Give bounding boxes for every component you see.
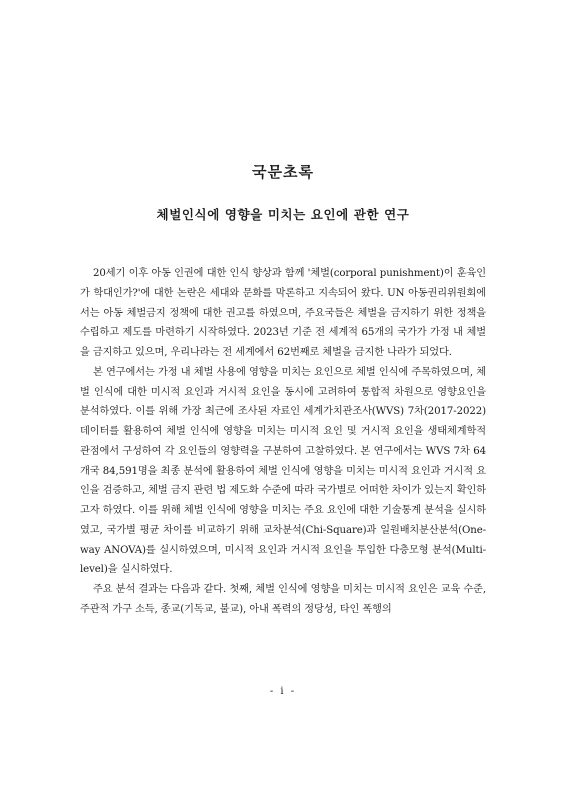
section-title: 국문초록 [252,163,314,181]
paragraph: 본 연구에서는 가정 내 체벌 사용에 영향을 미치는 요인으로 체벌 인식에 주목하였으며, 체벌 인식에 대한 미시적 요인과 거시적 요인을 동시에 고려하여 통합적 차원으로 영향요인을 분석하였다. 이를 위해 가장 최근에 조사된 자료인 세계가치관조사(WVS) 7차(2017-2022) 데이터를 활용하여 체벌 인식에 영향을 미치는 미시적 요인 및 거시적 요인을 생태체계학적 관점에서 구성하여 각 요인들의 영향력을 구분하여 고찰하였다. 본 연구에서는 WVS 7차 64개국 84,591명을 최종 분석에 활용하여 체벌 인식에 영향을 미치는 미시적 요인과 거시적 요인을 검증하고, 체벌 금지 관련 법 제도화 수준에 따라 국가별로 어떠한 차이가 있는지 확인하고자 하였다. 이를 위해 체벌 인식에 영향을 미치는 주요 요인에 대한 기술통계 분석을 실시하였고, 국가별 평균 차이를 비교하기 위해 교차분석(Chi-Square)과 일원배치분산분석(One-way ANOVA)를 실시하였으며, 미시적 요인과 거시적 요인을 투입한 다층모형 분석(Multi-level)을 실시하였다. [80,366,486,576]
page-number: - i - [269,686,297,697]
paragraph: 20세기 이후 아동 인권에 대한 인식 향상과 함께 '체벌(corporal punishment)이 훈육인가 학대인가?'에 대한 논란은 세대와 문화를 막론하고 지속되어 왔다. UN 아동권리위원회에서는 아동 체벌금지 정책에 대한 권고를 하였으며, 주요국들은 체벌을 금지하기 위한 정책을 수립하고 제도를 마련하기 시작하였다. 2023년 기준 전 세계적 65개의 국가가 가정 내 체벌을 금지하고 있으며, 우리나라는 전 세계에서 62번째로 체벌을 금지한 나라가 되었다. [80,268,486,358]
paragraph: 주요 분석 결과는 다음과 같다. 첫째, 체벌 인식에 영향을 미치는 미시적 요인은 교육 수준, 주관적 가구 소득, 종교(기독교, 불교), 아내 폭력의 정당성, 타인 폭행의 [80,584,486,615]
paper-title: 체벌인식에 영향을 미치는 요인에 관한 연구 [156,207,410,222]
abstract-body [80,264,486,620]
